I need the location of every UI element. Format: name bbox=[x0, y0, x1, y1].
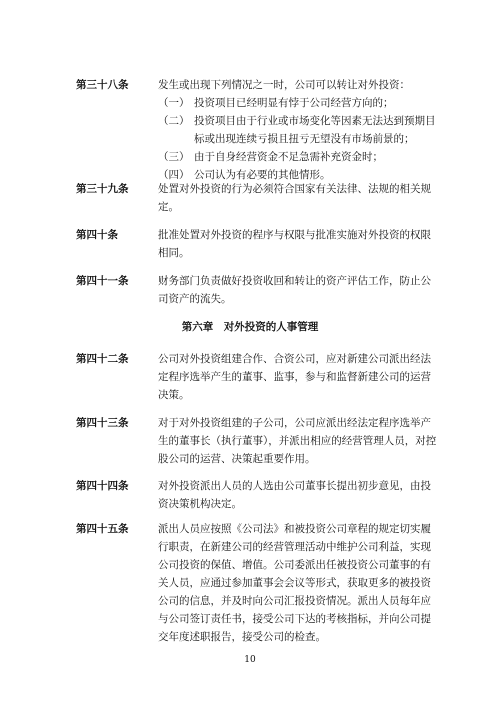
item-number: （二） bbox=[158, 115, 190, 127]
list-item bbox=[158, 112, 440, 148]
page-number: 10 bbox=[244, 655, 256, 665]
article-body: 处置对外投资的行为必须符合国家有关法律、法规的相关规定。 bbox=[158, 183, 431, 213]
item-text: 公司认为有必要的其他情形。 bbox=[194, 169, 331, 181]
article-body: 批准处置对外投资的程序与权限与批准实施对外投资的权限相同。 bbox=[158, 229, 431, 259]
article-body: 财务部门负责做好投资收回和转让的资产评估工作，防止公司资产的流失。 bbox=[158, 275, 431, 305]
article-label: 第四十三条 bbox=[76, 417, 129, 429]
article-label: 第四十二条 bbox=[76, 353, 129, 365]
article-label: 第三十八条 bbox=[76, 79, 129, 91]
article-body: 派出人员应按照《公司法》和被投资公司章程的规定切实履行职责，在新建公司的经营管理活动中维护公司利益，实现公司投资的保值、增值。公司委派出任被投资公司董事的有关人员，应通过参加董事会会议等形式，获取更多的被投资公司的信息，并及时向公司汇报投资情况。派出人员每年应与公司签订责任书，接受公司下达的考核指标，并向公司提交年度述职报告，接受公司的检查。 bbox=[158, 523, 431, 643]
list-item bbox=[158, 148, 440, 166]
item-number: （四） bbox=[158, 169, 190, 181]
article-body: 对于对外投资组建的子公司，公司应派出经法定程序选举产生的董事长（执行董事），并派出相应的经营管理人员，对控股公司的运营、决策起重要作用。 bbox=[158, 417, 437, 465]
item-number: （三） bbox=[158, 151, 190, 163]
article-label: 第四十一条 bbox=[76, 275, 129, 287]
article-body bbox=[158, 76, 440, 184]
item-text: 投资项目由于行业或市场变化等因素无法达到预期目标或出现连续亏损且扭亏无望没有市场前景的； bbox=[194, 115, 436, 145]
article-label: 第三十九条 bbox=[76, 183, 129, 195]
article-body: 公司对外投资组建合作、合资公司，应对新建公司派出经法定程序选举产生的董事、监事，参与和监督新建公司的运营决策。 bbox=[158, 353, 431, 401]
item-text: 投资项目已经明显有悖于公司经营方向的； bbox=[194, 97, 394, 109]
article-body: 对外投资派出人员的人选由公司董事长提出初步意见，由投资决策机构决定。 bbox=[158, 480, 431, 510]
article-intro: 发生或出现下列情况之一时，公司可以转让对外投资： bbox=[158, 79, 410, 91]
article-label: 第四十条 bbox=[76, 229, 118, 241]
article-label: 第四十五条 bbox=[76, 523, 129, 535]
list-item bbox=[158, 94, 440, 112]
item-text: 由于自身经营资金不足急需补充资金时； bbox=[194, 151, 383, 163]
chapter-title: 第六章 对外投资的人事管理 bbox=[181, 321, 319, 333]
article-label: 第四十四条 bbox=[76, 480, 129, 492]
item-number: （一） bbox=[158, 97, 190, 109]
